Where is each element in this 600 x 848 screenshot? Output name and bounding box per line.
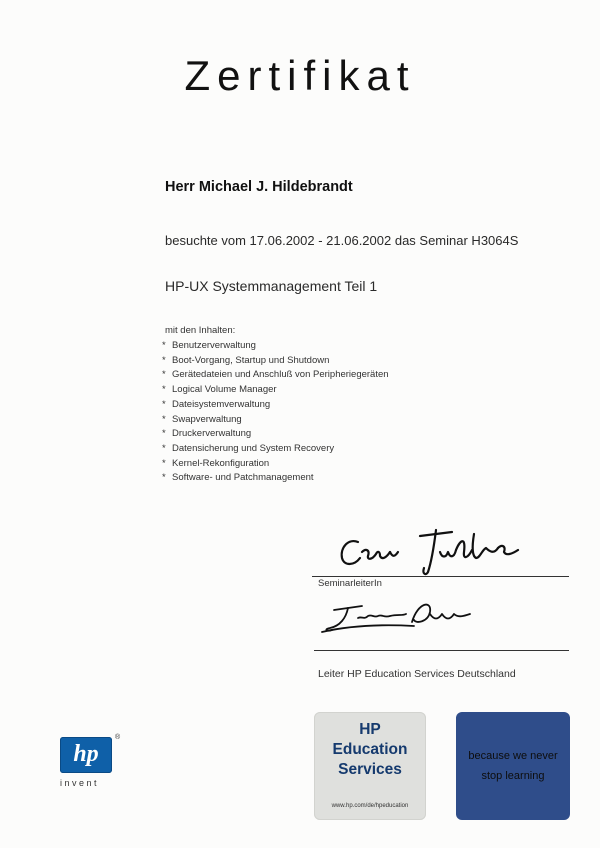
- certificate-title: Zertifikat: [184, 52, 416, 99]
- topic-label: Datensicherung und System Recovery: [172, 442, 335, 454]
- slogan-text: [463, 746, 563, 786]
- bullet-icon: *: [162, 398, 166, 410]
- topic-label: Kernel-Rekonfiguration: [172, 457, 270, 469]
- director-signature-line: [314, 650, 569, 651]
- attendance-statement: besuchte vom 17.06.2002 - 21.06.2002 das Seminar H3064S: [165, 233, 519, 248]
- topic-label: Logical Volume Manager: [172, 384, 277, 396]
- topic-item: [162, 471, 389, 486]
- topic-item: [162, 457, 389, 472]
- topic-label: Benutzerverwaltung: [172, 340, 256, 351]
- hp-badge: [60, 737, 112, 773]
- bullet-icon: *: [162, 442, 166, 454]
- edu-line-3: Services: [338, 761, 402, 778]
- topic-item: [162, 383, 389, 398]
- director-signature: [318, 596, 488, 638]
- slogan-box: [456, 712, 570, 820]
- hp-logo: [60, 734, 126, 788]
- instructor-signature-line: [312, 576, 569, 577]
- edu-line-2: Education: [332, 741, 408, 758]
- topic-item: [162, 413, 389, 428]
- hp-logo-text: hp: [73, 741, 99, 767]
- director-label: Leiter HP Education Services Deutschland: [318, 668, 516, 680]
- bullet-icon: *: [162, 354, 166, 366]
- instructor-signature: [336, 522, 526, 578]
- topic-item: [162, 398, 389, 413]
- topic-item: [162, 442, 389, 457]
- bullet-icon: *: [162, 413, 166, 425]
- bullet-icon: *: [162, 384, 166, 396]
- topic-list: [162, 339, 389, 486]
- registered-mark: ®: [115, 734, 121, 741]
- hp-tagline: invent: [60, 778, 100, 788]
- course-title: HP-UX Systemmanagement Teil 1: [165, 278, 378, 294]
- topic-label: Druckerverwaltung: [172, 428, 252, 440]
- topic-label: Boot-Vorgang, Startup und Shutdown: [172, 354, 330, 366]
- edu-line-1: HP: [359, 721, 381, 738]
- instructor-label: SeminarleiterIn: [318, 578, 382, 589]
- bullet-icon: *: [162, 340, 166, 351]
- recipient-name: Herr Michael J. Hildebrandt: [165, 179, 353, 195]
- bullet-icon: *: [162, 457, 166, 469]
- education-url: www.hp.com/de/hpeducation: [331, 803, 409, 809]
- topic-item: [162, 339, 389, 354]
- slogan-line-1: because we never: [468, 750, 558, 762]
- bullet-icon: *: [162, 472, 166, 484]
- topic-item: [162, 427, 389, 442]
- bullet-icon: *: [162, 369, 166, 381]
- contents-intro: mit den Inhalten:: [165, 325, 236, 336]
- bullet-icon: *: [162, 428, 166, 440]
- topic-label: Dateisystemverwaltung: [172, 398, 271, 410]
- education-services-title: [314, 720, 426, 780]
- slogan-line-2: stop learning: [481, 770, 545, 782]
- topic-label: Gerätedateien und Anschluß von Peripheriegeräten: [172, 369, 389, 381]
- topic-item: [162, 368, 389, 383]
- topic-label: Software- und Patchmanagement: [172, 472, 314, 484]
- topic-label: Swapverwaltung: [172, 413, 242, 425]
- topic-item: [162, 354, 389, 369]
- education-services-box: [314, 712, 426, 820]
